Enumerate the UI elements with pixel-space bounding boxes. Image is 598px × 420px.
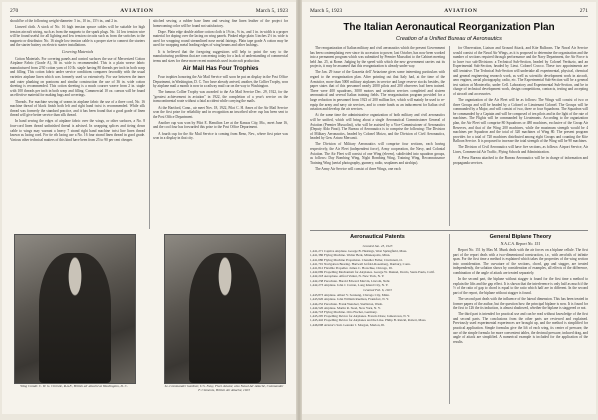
paragraph: The Army Air Service will consist of three Wings, one each xyxy=(315,166,401,171)
air-mail-heading: Air Mail Has Four Trophies xyxy=(182,66,259,72)
paragraph: Another cup was won by Pilot E. Hamilton Lee at the Kansas City, Mo., meet June 16, and the cool four has forwarded this prize to the Post Office Department. xyxy=(153,120,288,130)
column-divider xyxy=(449,234,450,404)
section-subheading: Covering Materials xyxy=(61,49,94,55)
paragraph: A fourth cup for the Air Mail Service is coming from Reno, Nev., where first prize was won in a display in that city. xyxy=(153,131,288,141)
patent-item: 1,442,273 Airplane. John J. Curran, Long Island City, N. Y. xyxy=(310,282,389,287)
photo-caption-right: Lt.-Commander Gardner, U.S. Navy, Fleet Aviator, also Naval Air Attaché, Commander F. Clements, British Air Attaché, 1923 xyxy=(164,384,284,393)
portrait-figure xyxy=(189,253,261,383)
paragraph: In hand sewing the edges of airplane fabric over the wings, or other surfaces, a No. 8 four-cord linen thread unfinished thread is advised. In wrapping splices and tieing down cable to wings may warrant a heavy 7 strand right hand machine twist line linen thread known as lacing cord. For tie rib lacing use a No. 16 four strand linen thread in good grade. Various other technical matters of this kind have been from 25 to 90 per cent cheaper. xyxy=(10,119,145,142)
patent-item: 1,441,812 Flexible Propeller. James C. Horschke, Chicago, Ill. xyxy=(310,266,393,271)
paragraph: The Division of Military Aeronautics will comprise four sections, each having respectively, the Air Fleet (independent force), Army cooperation, the Navy, and Colonial Aviation. The Air Fleet will consist of one Wing (eleven), subdivided into squadron groups, as follows: Day Bombing Wing, Night Bombing Wing, Training Wing, Reconnaissance Training Wing (aerial photography, gunnery, radio, seaplanes and airships). xyxy=(310,142,445,165)
column-divider xyxy=(449,46,450,226)
paragraph: The famous Collier Trophy was awarded to the Air Mail Service Dec. 29, 1922, for the "greatest achievement in aviation" in 1922, the completion of a year's service on the transcontinental route without a fatal accident while carrying the mails. xyxy=(153,90,288,104)
section-rule xyxy=(310,230,588,231)
patent-item: 1,441,271 Captive Airplane. George B. Hastings, West Springfield, Mass. xyxy=(310,249,408,254)
patent-item: 1,443,926 Airplane. John William Rueblen, Frankfort, N. Y. xyxy=(310,297,389,302)
right-issue-date: March 5, 1923 xyxy=(310,8,343,14)
patent-item: 1,443,873 Airplane. Albert V. Sonnang, Chicago City, Minn. xyxy=(310,293,390,298)
right-running-header xyxy=(310,6,588,17)
patent-item: 1,441,686 Flying Machine Propulsion. Chandler Fuller, Cincinnati, O. xyxy=(310,257,403,262)
paragraph: At the Hartford, Conn., air meet Nov. 18, 1922, Pilot C. H. Ames of the Air Mail Service won the first prize for reliability and in recognition an inscribed silver cup has been sent to the Post Office Department. xyxy=(153,105,288,119)
paragraph: Linseed cloth. A stock of No. 16 high tension spruce cables will be suitable for high tension aircraft wiring, such as from the magneto to the spark plugs. No. 14 low tension wire will be found useful for all lighting and low tension circuits such as from the switches to the magneto or distributor. No. 16 single low tension cable is a proper size to connect the starters and the starter battery on electric starter installations. xyxy=(10,25,145,48)
portrait-photo-right xyxy=(164,234,286,384)
patent-item: 1,441,386 Flying Machine. Walter Berk, Minneapolis, Minn. xyxy=(310,253,391,258)
right-column-2 xyxy=(453,46,588,226)
left-column-2-body xyxy=(153,75,288,229)
left-running-header xyxy=(10,6,288,17)
patent-item: 1,442,238 Parachute. Harold Edward Marvin, Lincoln, Nebr. xyxy=(310,278,391,283)
left-column-1 xyxy=(10,19,145,229)
article-subtitle: Creation of a Unified Bureau of Aeronautics xyxy=(396,36,502,42)
patent-item: 1,445,205 Propelling Device for Airplanes. Francis Drew, Jamestown, N. Y. xyxy=(310,314,410,319)
column-divider xyxy=(149,19,150,229)
left-page-number: 270 xyxy=(10,8,19,14)
left-page xyxy=(2,2,296,414)
patent-item: 1,444,252 Parachute. Frank Wenckel, Sterlinton, Wash. xyxy=(310,301,383,306)
right-column-1 xyxy=(310,46,445,226)
paragraph: Threads. For machine sewing of seams in airplane fabric the use of a three cord, No. 16 machine thread of black finish both left and right hand twist is recommended. While silk thread was formerly the standard practice, and it has been found that a good grade of linen thread will give better service than silk thread. xyxy=(10,99,145,118)
photo-caption-left: Wing Comdr. C. W. G. Christie, R.A.F., British air attaché at Washington, D. C. xyxy=(20,384,128,388)
left-running-head: AVIATION xyxy=(120,8,154,14)
patent-item: 1,446,008 Aviator's Suit. Leander J. Morgan, Marion, Ill. xyxy=(310,322,386,327)
patent-item: 1,442,218 Aeroplane. Alfred Vanler, N. New York, N. Y. xyxy=(310,274,385,279)
patents-group-date: Granted Jan. 23, 1923 xyxy=(362,244,393,248)
paragraph: stitched sewing, a rubber base linen and sewing fine linen leather of the project for homecoming color will be found not satisfactory. xyxy=(153,19,288,28)
paragraph: At the same time the administrative organization of both military and civil aeronautics will be unified, which will bring about a single Aeronautical Commissioner General of Aviation (Premier Mussolini), who will be assisted by a Vice-Commissioner of Aeronautics (Deputy Aldo Finzi). The Bureau of Aeronautics is to comprise the following: The Division of Military Aeronautics, headed by Colonel Moizo, and the Division of Civil Aeronautics, headed by Gen. Arturo Mercanti. xyxy=(310,113,445,141)
patent-item: 1,444,526 Airplane. Martin R. Steel, New York, N. Y. xyxy=(310,305,381,310)
left-issue-date: March 5, 1923 xyxy=(255,8,288,14)
paragraph: The third part is intended for practical use and can be read without knowledge of the first and second parts. The conclusions from the other parts are reviewed and explained. Previously used experimental experiences are brought up, and the method is simplified for practical application. Simple formulas give the lift of each wing, its center of pressure, the use of the simple formula for more convenient tables, the decimal pressure, induced drag, and angle of attack are simplified. A numerical example is included for the application of the results. xyxy=(453,312,588,344)
patents-group-date: Granted Feb. 6, 1923 xyxy=(363,288,392,293)
patent-item: 1,441,701 Navigation Bearing. Hartwell Jetfold-Rosenberg, Danbury, Conn. xyxy=(310,261,411,266)
portrait-photo-left xyxy=(14,234,136,384)
paragraph: The second part deals with the influence of the lateral dimension. This has been treated in former papers of the author, but the question how the principal biplane is now. It is found for the first to 126 the its induction, is almost shadowed, whether the biplane is staggered or not. xyxy=(453,296,588,311)
paragraph: should be of the following weight-diameter: 5 in., 10 in., 15½ in., and 2 in. xyxy=(10,19,118,23)
paragraph: for Observation, Liaison and Ground Attack, and Kite Balloons. The Naval Air Service would consist of the Naval Air Wings, as it is proposed to determine the organization and the number of sections required through performance and the Navy Department, the Air Force is to have two sub-Divisions: a Technical Sub-Section, headed by Colonel Verduzio, and an Experimental Sub-Section, headed by Lieut. Colonel Crocco. These two appointments are still tentative. The Technical Sub-Section will undertake all experimental, physical, chemical and general engineering research work, as well as scientific development work in aircraft, aero engines, aerial photography, radio, etc. The Experimental Sub-Section will be a general test station at Montecelio, under Cell. Laboratory and Experimental Sub-Section, and be in charge of technical development work, design competitions, contracts, testing and accepting of aircraft and accessories. xyxy=(453,46,588,96)
paragraph: A Press Bureau attached to the Bureau Aeronautics will be in charge of information and propaganda services. xyxy=(453,156,588,165)
patent-item: 1,445,442 Propelling Device for Airplanes and the Like. Philip B. Reickl, Robert, Mass. xyxy=(310,318,427,323)
patent-item: 1,442,069 Propelling Mechanism for Airplanes. George W. Dunnel, Dorris, Santa Paula, Calif. xyxy=(310,270,435,275)
paragraph: The Jan. 29 issue of the Gazzetta dell' Aviazione gives some interesting particulars with regard to the reorganization plan. After pointing out that Italy had, at the time of the Armistice, more than 5000 military airplanes in service and large reserve stocks besides, the paper states that of this personnel nearly 2000 pilots and 200 observers had been trained. There were 400 squadrons, 3000 motors and aviation services completed and sixteen aeronautical and several Italian training fields. The reorganization program provided for a large reduction in personnel from 1923 of 200 million lire, which will mainly be used to re-equip the army and navy air services, and to create funds as an inducement for Italian civil aviation and develop the air services. xyxy=(310,70,445,112)
paragraph: Cotton Materials. For covering panels and control surfaces the use of Mercerized Cotton Airplane Fabric (Grade A), 36 in. wide is recommended. This is a plain weave fabric manufactured from 2/30 cotton yarn of 10 lb. staple having 80 threads per inch in both warp and filling. This cotton fabric under service conditions compares favorably with the usual varieties airplane linen which was formerly used so extensively. For use between the inner and outer planking on pontoons and similar construction the use of 36 in. wide cotton sheeting is recommended. This cotton sheeting is a much coarser weave from 2 in. staple with 100 threads per inch in both warp and filling. Commercial 10 oz. canvas will be found an effective material for making bags and coverings. xyxy=(10,56,145,98)
patent-item: 1,444,718 Flying Machine. Otto Fischer, Germany. xyxy=(310,310,378,315)
patents-list xyxy=(310,243,445,403)
right-page xyxy=(302,2,596,414)
right-page-number: 271 xyxy=(579,8,588,14)
paragraph: Four trophies honoring the Air Mail Service will soon be put on display in the Post Office Department, in Washington, D. C. Two have already arrived, another, the Collier Trophy, won by airplane mail a month is now in a railway mail car on the way to Washington. xyxy=(153,75,288,89)
paragraph: Dope. Plain edge double airline cotton cloth is 1⅜ in., ⅜ in., and 1 in. in width is a proper material for doping over the lacing on wing panels. Pinked edge plain 3 inches 2½ in. wide is used for wrapping round streamlined nose metal fairings. Plain tape grade A cotton may be used for wrapping metal leading edges of wing beams and other lashings. xyxy=(153,29,288,48)
portrait-figure xyxy=(39,253,111,383)
paragraph: The reorganization of Italian military and civil aeronautics which the present Government has been contemplating ever since its accession to power, last October, has now been worked into a permanent program which was submitted by Premier Mussolini to the Cabinet meeting held Jan. 25, at Rome. Judging by the speed with which the new government carries out its projects, it may be assumed that this reorganization is already under way. xyxy=(310,46,445,69)
paragraph: It is believed that the foregoing suggestions will help to point the way to the manufacturing problems that are concerning today for a lack of understanding of commercial terms and sizes for these more recent materials used in aircraft production. xyxy=(153,49,288,63)
right-running-head: AVIATION xyxy=(444,8,478,14)
paragraph: In the second part, the biplane without stagger is found for the first time a method to explain the lifts and the gap effect. It is shown that the interference is only half as much if the ½ of the ratio of gap to chord is equal to the ratio which half are in different. In the second part of the report, the biplane without stagger is found. xyxy=(453,277,588,295)
theory-body xyxy=(453,248,588,403)
paragraph: The Division of Civil Aeronautics will have five sections, as follows: Airport Service, Air Lines, Commercial Air Traffic, Flying Schools and Administration. xyxy=(453,145,588,155)
paragraph: Report No. 151 by Max M. Munk deals with the air forces on a biplane cellule. The first part of the report deals with a two-dimensional construction, i.e., with aerofoils of infinite span. For the first time a method is explained which takes the properties of the wing section into consideration. The curvature of the sections, chord, gap and stagger, are treated independently, the solution shows by consideration of examples, all effects of the difference, combination of the angle of attack are treated separately. xyxy=(453,248,588,275)
paragraph: The organization of the Air Fleet will be as follows: The Wings will consist of two or three Groups and will be headed by a Colonel or Lieutenant Colonel. The Groups will be commanded by a Major, and will consist of two, three or four Squadrons. The Squadron will be commanded by a Captain and will be composed of ten pilots and in the light of the rate of machines. The Flights will be commanded by Lieutenants. According to the organization plan, the Air Fleet will comprise 80 Squadrons or 480 machines, exclusive of the Group Air Reserves, and that of the Wing 200 machines, while the maximum strength would be 4 machines per Squadron and the total of 320 machines of Wing 80. The present program provides for a total of 720 machines distributed among eight Groups and counting the Kite Balloon Service. It is proposed to increase the total strength of the Wing will be 90 machines. xyxy=(453,98,588,144)
theory-heading: General Biplane Theory xyxy=(489,234,552,240)
article-title: The Italian Aeronautical Reorganization Plan xyxy=(343,22,555,33)
patents-heading: Aeronautical Patents xyxy=(350,234,405,240)
left-column-2-top xyxy=(153,19,288,63)
theory-subheading: N.A.C.A. Report No. 151 xyxy=(500,241,541,246)
